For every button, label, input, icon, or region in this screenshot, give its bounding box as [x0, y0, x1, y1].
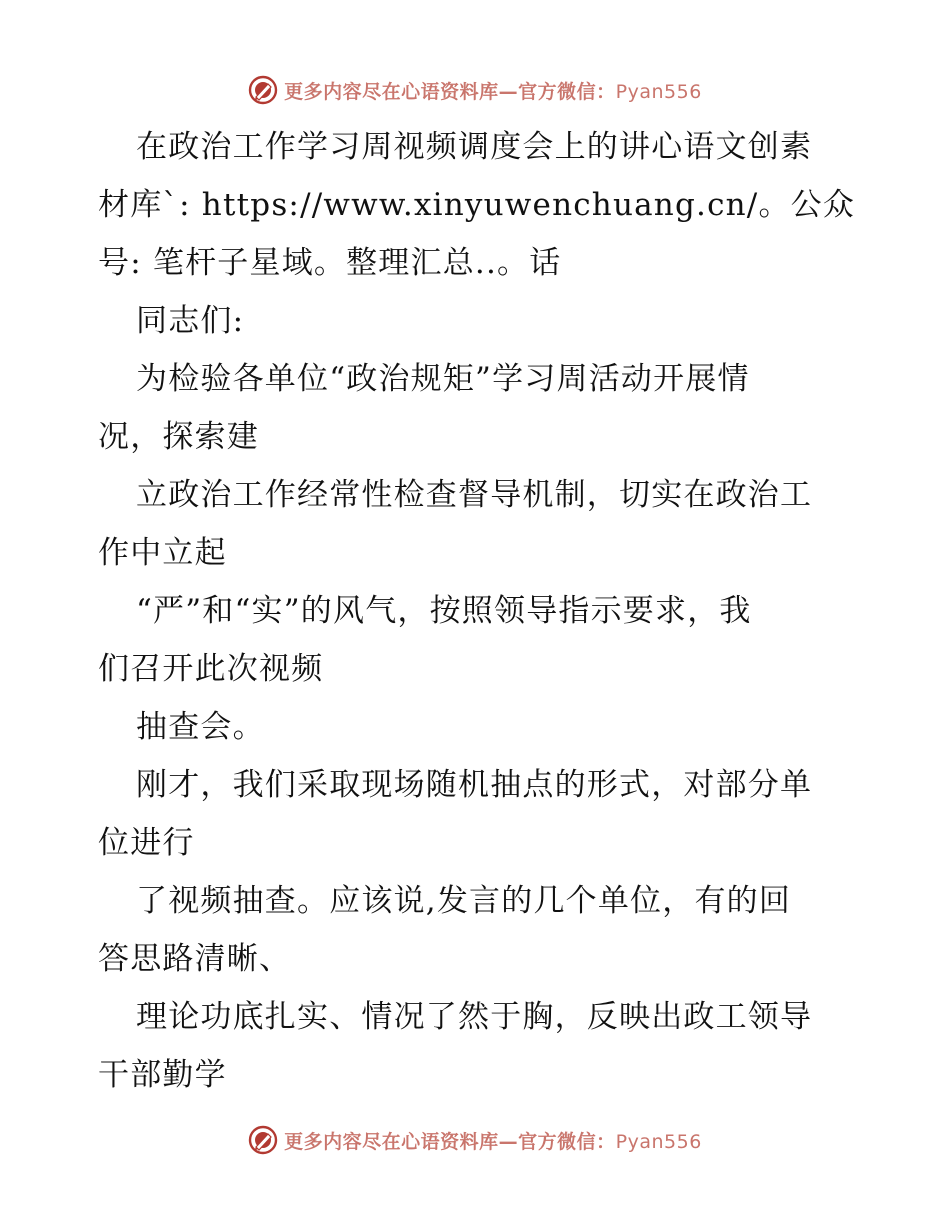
header-banner [0, 70, 950, 110]
text-line: 材库`: https://www.xinyuwenchuang.cn/。公众 [98, 187, 856, 223]
text-line: 立政治工作经常性检查督导机制，切实在政治工 [136, 477, 813, 513]
text-line: 理论功底扎实、情况了然于胸，反映出政工领导 [136, 999, 813, 1035]
text-line: 干部勤学 [98, 1057, 227, 1093]
footer-banner [0, 1120, 950, 1160]
text-line: 作中立起 [98, 535, 227, 571]
banner-text: 更多内容尽在心语资料库—官方微信：Pyan556 [284, 80, 702, 103]
banner-text: 更多内容尽在心语资料库—官方微信：Pyan556 [284, 1130, 702, 1153]
text-line: “严”和“实”的风气，按照领导指示要求，我 [136, 593, 752, 629]
banner-handle: Pyan556 [615, 1130, 702, 1153]
text-line: 在政治工作学习周视频调度会上的讲心语文创素 [136, 129, 813, 165]
text-line: 为检验各单位“政治规矩”学习周活动开展情 [136, 361, 750, 397]
text-line: 号: 笔杆子星域。整理汇总..。话 [98, 245, 562, 281]
banner-handle: Pyan556 [615, 80, 702, 103]
text-line: 刚才，我们采取现场随机抽点的形式，对部分单 [136, 767, 813, 803]
text-line: 了视频抽查。应该说,发言的几个单位，有的回 [136, 883, 792, 919]
text-line: 答思路清晰、 [98, 941, 292, 977]
red-pen-logo-icon [248, 75, 278, 105]
text-line: 同志们: [136, 303, 245, 339]
text-line: 位进行 [98, 825, 195, 861]
red-pen-logo-icon [248, 1125, 278, 1155]
text-line: 抽查会。 [136, 709, 265, 745]
document-body [98, 118, 858, 1104]
text-line: 们召开此次视频 [98, 651, 324, 687]
text-line: 况，探索建 [98, 419, 259, 455]
